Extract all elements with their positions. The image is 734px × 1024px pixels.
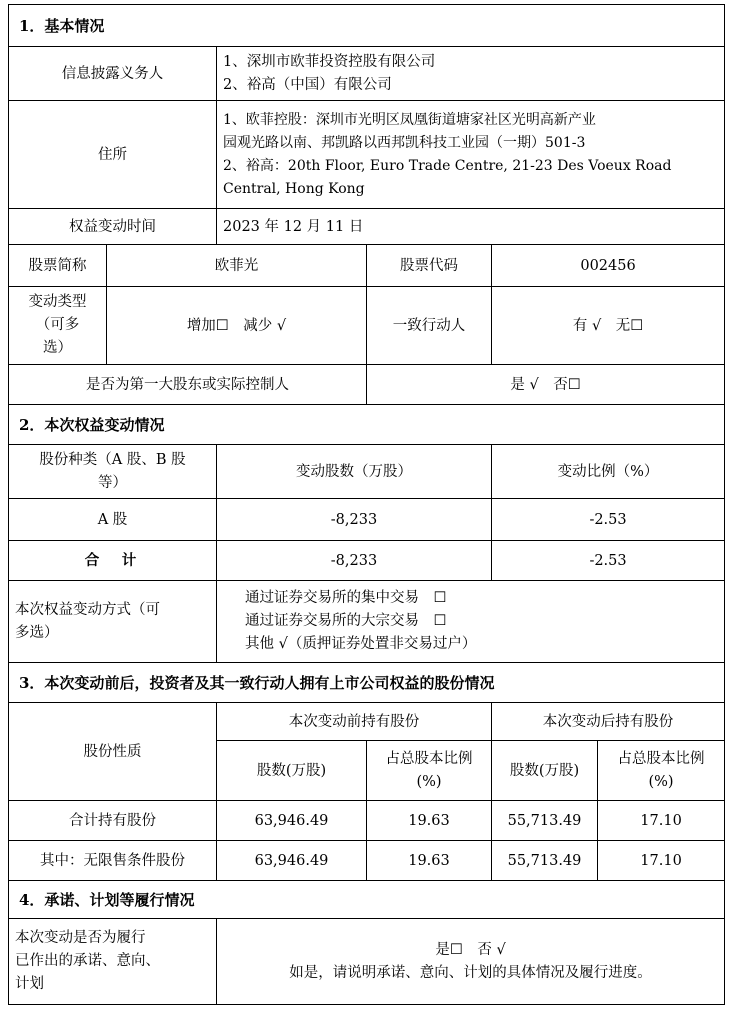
- time-row: [9, 209, 725, 245]
- commitment-value-1: 是☐ 否 √: [435, 941, 506, 958]
- table-row: [9, 841, 725, 881]
- total-shares-cell: -8,233: [217, 541, 492, 581]
- section-1-row: [9, 5, 725, 47]
- commitment-label: [9, 919, 217, 1005]
- before-ratio-cell: 19.63: [367, 801, 492, 841]
- type-header-1: 股份种类（A 股、B 股: [39, 451, 186, 468]
- before-header: 本次变动前持有股份: [217, 703, 492, 741]
- disclosure-table: [8, 4, 725, 1005]
- table-row: [9, 499, 725, 541]
- commitment-label-2: 已作出的承诺、意向、: [15, 953, 160, 969]
- largest-label: 是否为第一大股东或实际控制人: [9, 365, 367, 405]
- commitment-row: [9, 919, 725, 1005]
- address-2a: 2、裕高：20th Floor, Euro Trade Centre, 21-23 Des Voeux Road: [223, 157, 672, 174]
- method-label-2: 多选）: [15, 624, 59, 641]
- before-ratio-sub-1: 占总股本比例: [385, 750, 473, 767]
- change-header-row: [9, 445, 725, 499]
- after-ratio-cell: 17.10: [598, 801, 725, 841]
- address-1b: 园观光路以南、邦凯路以西邦凯科技工业园（一期）501-3: [223, 134, 586, 151]
- discloser-row: [9, 47, 725, 101]
- before-shares-cell: 63,946.49: [217, 841, 367, 881]
- address-1a: 1、欧菲控股：深圳市光明区凤凰街道塘家社区光明高新产业: [223, 111, 596, 128]
- stock-short-label: 股票简称: [9, 245, 107, 287]
- section-2-row: [9, 405, 725, 445]
- section-3-title: 3．本次变动前后，投资者及其一致行动人拥有上市公司权益的股份情况: [9, 663, 725, 703]
- type-header: [9, 445, 217, 499]
- commitment-label-1: 本次变动是否为履行: [15, 930, 146, 946]
- discloser-1: 1、深圳市欧菲投资控股有限公司: [223, 53, 436, 70]
- commitment-label-3: 计划: [15, 976, 44, 992]
- discloser-value: [217, 47, 725, 101]
- section-3-row: [9, 663, 725, 703]
- section-2-title: 2．本次权益变动情况: [9, 405, 725, 445]
- section-1-title: 1．基本情况: [9, 5, 725, 47]
- holdings-label-cell: 其中：无限售条件股份: [9, 841, 217, 881]
- time-value: 2023 年 12 月 11 日: [217, 209, 725, 245]
- change-shares-cell: -8,233: [217, 499, 492, 541]
- address-2b: Central, Hong Kong: [223, 180, 365, 197]
- after-ratio-sub-1: 占总股本比例: [617, 750, 705, 767]
- before-shares-cell: 63,946.49: [217, 801, 367, 841]
- change-type-row: [9, 287, 725, 365]
- method-label-1: 本次权益变动方式（可: [15, 601, 160, 618]
- table-row: [9, 541, 725, 581]
- shares-header: 变动股数（万股）: [217, 445, 492, 499]
- after-header: 本次变动后持有股份: [492, 703, 725, 741]
- before-ratio-sub: [367, 741, 492, 801]
- concert-value: 有 √ 无☐: [492, 287, 725, 365]
- commitment-value-2: 如是，请说明承诺、意向、计划的具体情况及履行进度。: [289, 964, 652, 981]
- stock-code-value: 002456: [492, 245, 725, 287]
- time-label: 权益变动时间: [9, 209, 217, 245]
- holdings-label-cell: 合计持有股份: [9, 801, 217, 841]
- section-4-title: 4．承诺、计划等履行情况: [9, 881, 725, 919]
- change-ratio-cell: -2.53: [492, 499, 725, 541]
- after-ratio-cell: 17.10: [598, 841, 725, 881]
- ratio-header: 变动比例（%）: [492, 445, 725, 499]
- table-row: [9, 801, 725, 841]
- discloser-2: 2、裕高（中国）有限公司: [223, 76, 392, 93]
- stock-short-value: 欧菲光: [107, 245, 367, 287]
- change-type-label-3: 选）: [43, 340, 72, 356]
- commitment-value: [217, 919, 725, 1005]
- after-ratio-sub-2: (%): [648, 773, 674, 790]
- method-option-2: 通过证券交易所的大宗交易 ☐: [245, 613, 447, 629]
- after-shares-cell: 55,713.49: [492, 841, 598, 881]
- discloser-label: 信息披露义务人: [9, 47, 217, 101]
- total-ratio-cell: -2.53: [492, 541, 725, 581]
- after-ratio-sub: [598, 741, 725, 801]
- change-type-label: [9, 287, 107, 365]
- largest-value: 是 √ 否☐: [367, 365, 725, 405]
- address-row: [9, 101, 725, 209]
- method-row: [9, 581, 725, 663]
- concert-label: 一致行动人: [367, 287, 492, 365]
- method-options: [217, 581, 725, 663]
- largest-row: [9, 365, 725, 405]
- section-4-row: [9, 881, 725, 919]
- after-shares-cell: 55,713.49: [492, 801, 598, 841]
- after-shares-sub: 股数(万股): [492, 741, 598, 801]
- before-shares-sub: 股数(万股): [217, 741, 367, 801]
- address-label: 住所: [9, 101, 217, 209]
- before-ratio-cell: 19.63: [367, 841, 492, 881]
- change-type-cell: A 股: [9, 499, 217, 541]
- type-header-2: 等）: [98, 474, 127, 491]
- nature-header: 股份性质: [9, 703, 217, 801]
- change-type-label-2: （可多: [35, 317, 80, 333]
- change-type-value: 增加☐ 减少 √: [107, 287, 367, 365]
- method-label: [9, 581, 217, 663]
- disclosure-page: [8, 4, 724, 1005]
- method-option-3: 其他 √（质押证券处置非交易过户）: [245, 636, 477, 652]
- holdings-header-row: [9, 703, 725, 741]
- before-ratio-sub-2: (%): [416, 773, 442, 790]
- method-option-1: 通过证券交易所的集中交易 ☐: [245, 590, 447, 606]
- stock-code-label: 股票代码: [367, 245, 492, 287]
- stock-row: [9, 245, 725, 287]
- change-type-label-1: 变动类型: [28, 294, 87, 310]
- total-label-cell: 合 计: [9, 541, 217, 581]
- address-value: [217, 101, 725, 209]
